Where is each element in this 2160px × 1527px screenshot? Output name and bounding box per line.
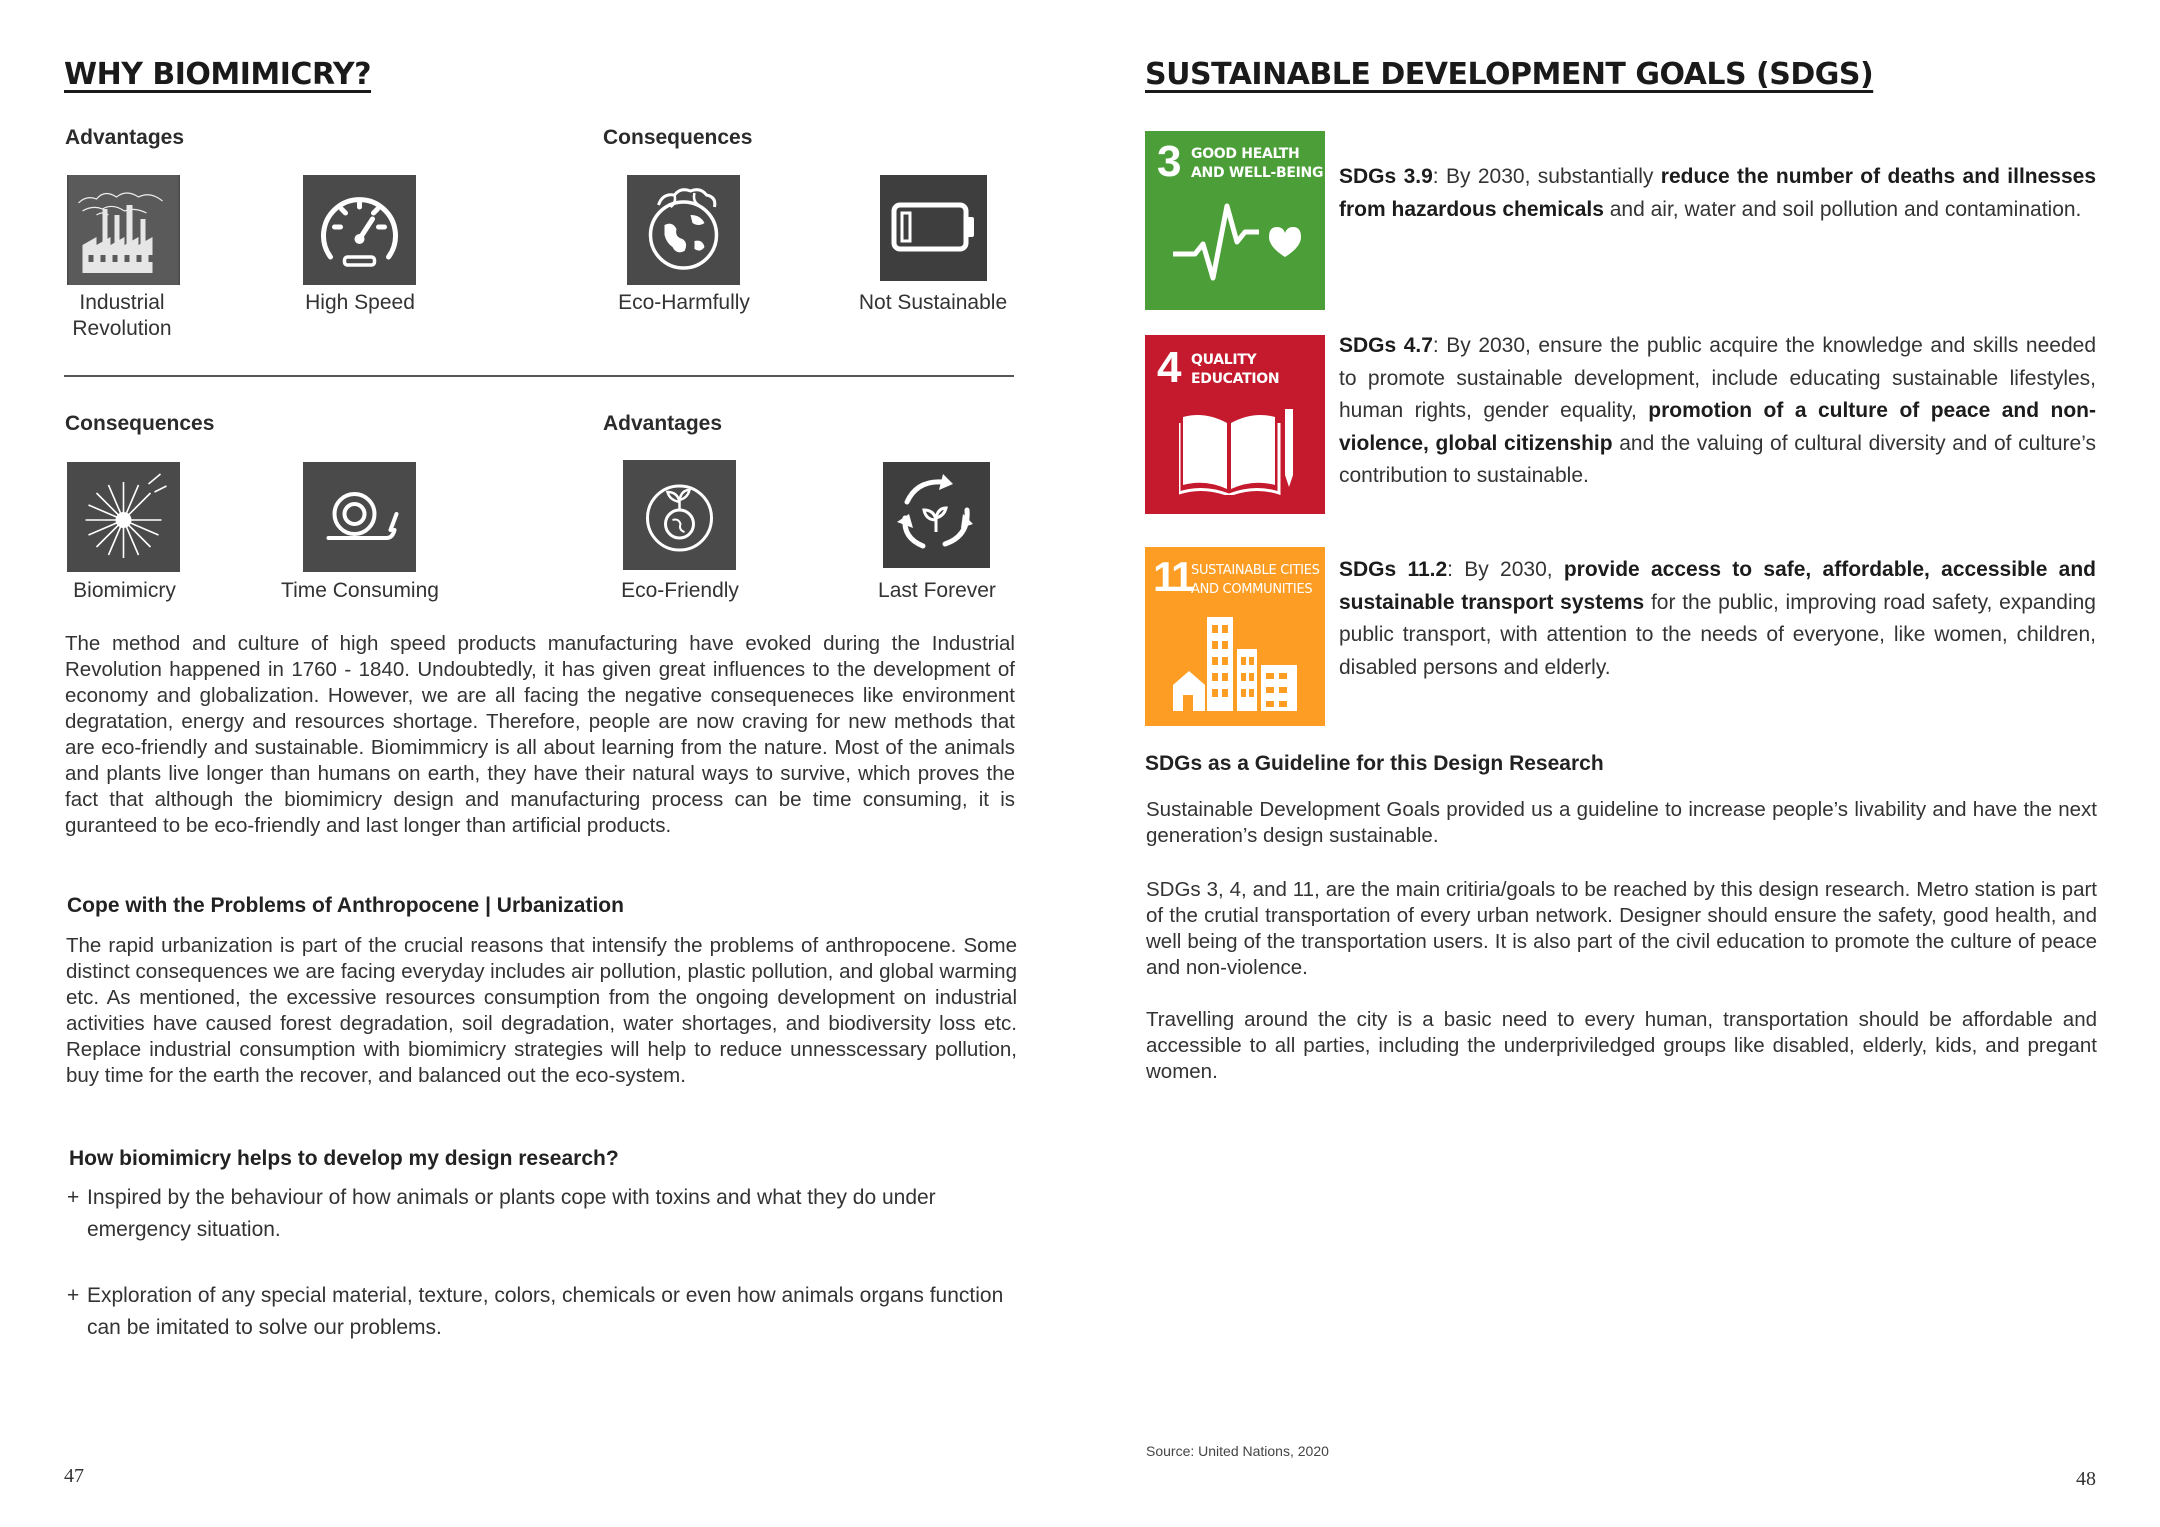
page-number-left: 47	[64, 1465, 84, 1487]
book-pencil-icon	[1179, 405, 1299, 495]
sdg-ref: SDGs 4.7	[1339, 334, 1433, 357]
plus-icon: +	[67, 1186, 80, 1209]
guideline-paragraph-1: Sustainable Development Goals provided us a guideline to increase people’s livability and have the next generation’s design sustainable.	[1146, 798, 2097, 847]
anthropocene-heading: Cope with the Problems of Anthropocene | Urbanization	[67, 894, 624, 917]
dandelion-icon	[67, 462, 180, 572]
guideline-heading: SDGs as a Guideline for this Design Research	[1145, 752, 1604, 775]
section-head-consequences: Consequences	[603, 126, 753, 149]
sdg-number: 11	[1153, 553, 1192, 600]
page-title-sdgs: SUSTAINABLE DEVELOPMENT GOALS (SDGS)	[1145, 57, 1874, 92]
bullet-item	[67, 1280, 1022, 1344]
sdg-caption: SUSTAINABLE CITIES AND COMMUNITIES	[1191, 563, 1320, 597]
sdg-4-tile	[1145, 335, 1325, 514]
section-head-advantages-2: Advantages	[603, 412, 723, 435]
icon-label-not-sustainable: Not Sustainable	[858, 291, 1008, 314]
intro-paragraph: The method and culture of high speed products manufacturing have evoked during the Industrial Revolution happened in 1760 - 1840. Undoubtedly, it has given great influences to the development of economy and globalization. However, we are all facing the negative consequeneces like environment degratation, energy and resources shortage. Therefore, people are now craving for new methods that are eco-friendly and sustainable. Biomimmicry is all about learning from the nature. Most of the animals and plants live longer than humans on earth, they have their natural ways to survive, which proves the fact that although the biomimicry design and manufacturing process can be time consuming, it is guranteed to be eco-friendly and last longer than artificial products.	[65, 632, 1015, 837]
speedometer-icon	[303, 175, 416, 285]
sdg-3-tile	[1145, 131, 1325, 310]
earth-sprout-icon	[623, 460, 736, 570]
sdg-caption: GOOD HEALTH AND WELL-BEING	[1191, 146, 1324, 181]
bullet-item	[67, 1182, 1022, 1246]
section-head-consequences-2: Consequences	[65, 412, 215, 435]
sdg-4-text: SDGs 4.7: By 2030, ensure the public acquire the knowledge and skills needed to promote sustainable development, include educating sustainable lifestyles, human rights, gender equality, promotion of a culture of peace and non-violence, global citizenship and the valuing of cultural diversity and of culture’s contribution to sustainable.	[1339, 334, 2096, 487]
how-biomimicry-heading: How biomimicry helps to develop my design research?	[69, 1147, 619, 1170]
icon-label-time-consuming: Time Consuming	[281, 579, 439, 602]
sdg-number: 3	[1157, 137, 1182, 186]
icon-label-eco-harmfully: Eco-Harmfully	[618, 291, 750, 314]
factory-icon	[67, 175, 180, 285]
bullet-text: Inspired by the behaviour of how animals or plants cope with toxins and what they do under emergency situation.	[87, 1186, 936, 1241]
icon-label-high-speed: High Speed	[305, 291, 415, 314]
icon-label-biomimicry: Biomimicry	[73, 579, 176, 602]
sdg-11-text: SDGs 11.2: By 2030, provide access to safe, affordable, accessible and sustainable transport systems for the public, improving road safety, expanding public transport, with attention to the needs of everyone, like women, children, disabled persons and elderly.	[1339, 558, 2096, 679]
plus-icon: +	[67, 1284, 80, 1307]
guideline-paragraph-2: SDGs 3, 4, and 11, are the main critiria/goals to be reached by this design research. Metro station is part of the crutial transportation of every urban network. Designer should ensure the safety, good health, and well being of the transportation users. It is also part of the civil education to promote the culture of peace and non-violence.	[1146, 878, 2097, 979]
snail-icon	[303, 462, 416, 572]
low-battery-icon	[880, 175, 987, 281]
city-buildings-icon	[1173, 613, 1299, 713]
heartbeat-icon	[1173, 199, 1303, 289]
anthropocene-paragraph: The rapid urbanization is part of the crucial reasons that intensify the problems of anthropocene. Some distinct consequences we are facing everyday includes air pollution, plastic pollution, and global warming etc. As mentioned, the excessive resources consumption from the ongoing development on industrial activities have caused forest degradation, soil degradation, water shortages, and biodiversity loss etc. Replace industrial consumption with biomimicry strategies will help to reduce unnesscessary pollution, buy time for the earth the recover, and balanced out the eco-system.	[66, 934, 1017, 1087]
bullet-text: Exploration of any special material, texture, colors, chemicals or even how animals organs function can be imitated to solve our problems.	[87, 1284, 1004, 1339]
sdg-caption: QUALITY EDUCATION	[1191, 352, 1280, 387]
recycle-plant-icon	[883, 462, 990, 568]
sdg-3-text: SDGs 3.9: By 2030, substantially reduce the number of deaths and illnesses from hazardous chemicals and air, water and soil pollution and contamination.	[1339, 165, 2097, 221]
icon-label-eco-friendly: Eco-Friendly	[621, 579, 739, 602]
page-title-why-biomimicry: WHY BIOMIMICRY?	[64, 57, 372, 92]
page-number-right: 48	[2076, 1468, 2096, 1490]
sdg-11-tile	[1145, 547, 1325, 726]
sdg-ref: SDGs 11.2	[1339, 558, 1448, 581]
polluted-earth-icon	[627, 175, 740, 285]
sdg-number: 4	[1157, 343, 1182, 392]
icon-label-last-forever: Last Forever	[878, 579, 996, 602]
source-note: Source: United Nations, 2020	[1146, 1443, 1329, 1459]
icon-label-industrial-revolution: Industrial Revolution	[72, 291, 172, 340]
guideline-paragraph-3: Travelling around the city is a basic need to every human, transportation should be affordable and accessible to all parties, including the underpriviledged groups like disabled, elderly, kids, and pregant women.	[1146, 1008, 2097, 1083]
section-divider	[64, 375, 1014, 377]
sdg-ref: SDGs 3.9	[1339, 165, 1433, 188]
section-head-advantages: Advantages	[65, 126, 185, 149]
